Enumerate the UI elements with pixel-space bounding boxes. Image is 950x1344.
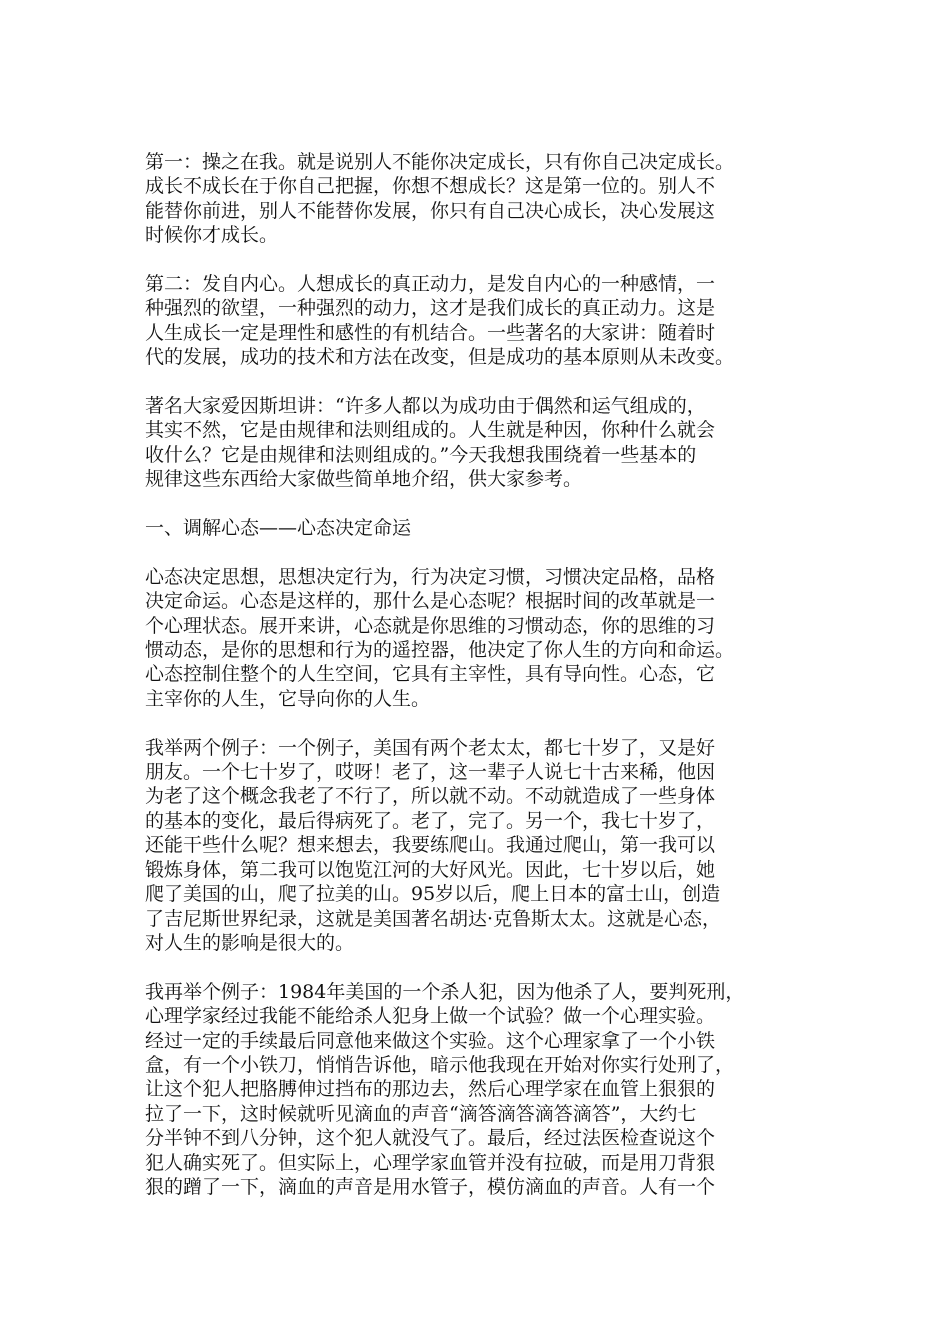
paragraph-5: 我举两个例子：一个例子，美国有两个老太太，都七十岁了，又是好 朋友。一个七十岁了，哎呀！老了，这一辈子人说七十古来稀，他因 为老了这个概念我老了不行了，所以就不动。不动就造成了一些身体 的基本的变化，最后得病死了。老了，完了。另一个，我七十岁了， 还能干些什么呢？想来想去，我要练爬山。我通过爬山，第一我可以 锻炼身体，第二我可以饱览江河的大好风光。因此，七十岁以后，她 爬了美国的山，爬了拉美的山。95岁以后，爬上日本的富士山，创造 了吉尼斯世界纪录，这就是美国著名胡达·克鲁斯太太。这就是心态， 对人生的影响是很大的。 <box>145 736 722 954</box>
section-heading: 一、调解心态——心态决定命运 <box>145 517 412 540</box>
paragraph-3: 著名大家爱因斯坦讲：“许多人都以为成功由于偶然和运气组成的， 其实不然，它是由规律和法则组成的。人生就是种因，你种什么就会 收什么？它是由规律和法则组成的。”今天我想我围绕着一些基本的 规律这些东西给大家做些简单地介绍，供大家参考。 <box>145 395 716 491</box>
document-body <box>145 150 805 1224</box>
paragraph-4: 心态决定思想，思想决定行为，行为决定习惯，习惯决定品格，品格 决定命运。心态是这样的，那什么是心态呢？根据时间的改革就是一 个心理状态。展开来讲，心态就是你思维的习惯动态，你的思维的习 惯动态，是你的思想和行为的遥控器，他决定了你人生的方向和命运。 心态控制住整个的人生空间，它具有主宰性，具有导向性。心态，它 主宰你的人生，它导向你的人生。 <box>145 565 735 710</box>
paragraph-6: 我再举个例子：1984年美国的一个杀人犯，因为他杀了人，要判死刑， 心理学家经过我能不能给杀人犯身上做一个试验？做一个心理实验。 经过一定的手续最后同意他来做这个实验。这个心理家拿了一个小铁 盒，有一个小铁刀，悄悄告诉他，暗示他我现在开始对你实行处刑了， 让这个犯人把胳膊伸过挡布的那边去，然后心理学家在血管上狠狠的 拉了一下，这时候就听见滴血的声音“滴答滴答滴答滴答”，大约七 分半钟不到八分钟，这个犯人就没气了。最后，经过法医检查说这个 犯人确实死了。但实际上，心理学家血管并没有拉破，而是用刀背狠 狠的蹭了一下，滴血的声音是用水管子，模仿滴血的声音。人有一个 <box>145 980 745 1198</box>
paragraph-1: 第一：操之在我。就是说别人不能你决定成长，只有你自己决定成长。 成长不成长在于你自己把握，你想不想成长？这是第一位的。别人不 能替你前进，别人不能替你发展，你只有自己决心成长，决心发展这 时候你才成长。 <box>145 151 735 247</box>
paragraph-2: 第二：发自内心。人想成长的真正动力，是发自内心的一种感情，一 种强烈的欲望，一种强烈的动力，这才是我们成长的真正动力。这是 人生成长一定是理性和感性的有机结合。一些著名的大家讲：随着时 代的发展，成功的技术和方法在改变，但是成功的基本原则从未改变。 <box>145 273 735 369</box>
